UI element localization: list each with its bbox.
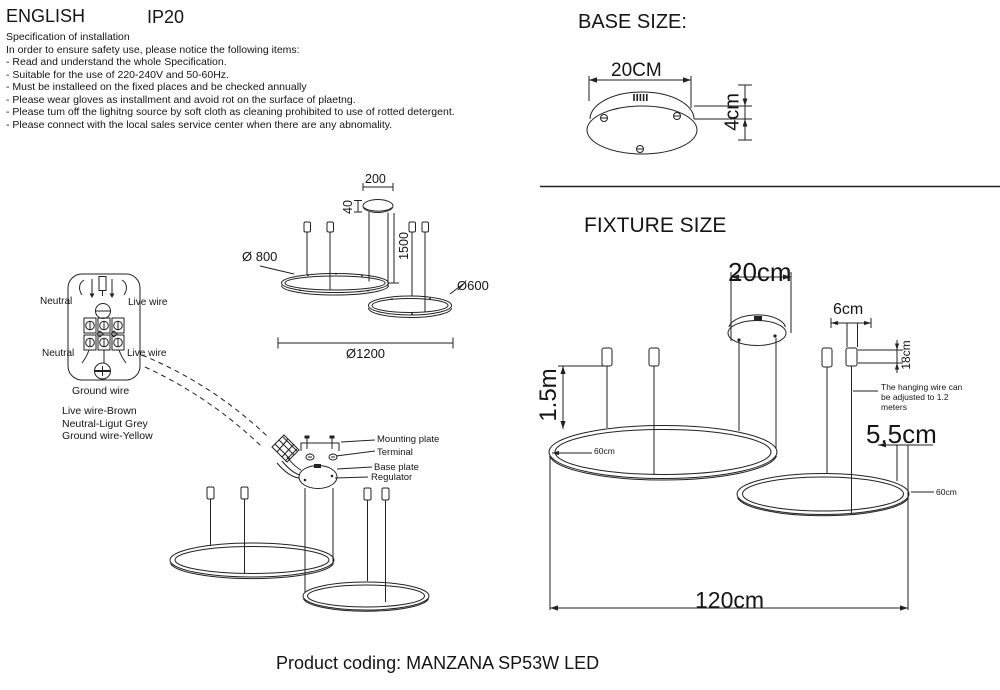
hanging-wire-note	[881, 382, 971, 412]
overview-canopy-width-dim: 200	[365, 172, 386, 186]
note-line: meters	[881, 402, 907, 412]
overview-small-ring-dim: Ø600	[457, 278, 489, 293]
wire-color-legend: Ground wire-Yellow	[62, 430, 153, 442]
base-plate-label: Base plate	[374, 462, 419, 473]
overview-wire-length-dim: 1500	[396, 232, 411, 260]
note-line: The hanging wire can	[881, 382, 963, 392]
fixture-edge-gap-dim: 5.5cm	[866, 419, 937, 449]
fixture-overview-drawing	[260, 183, 463, 349]
overview-canopy-height-dim: 40	[340, 200, 355, 214]
fixture-wire-length-dim: 1.5m	[535, 368, 563, 422]
neutral-wire-label: Neutral	[40, 296, 73, 307]
overview-overall-dim: Ø1200	[346, 346, 386, 361]
fixture-gripper-height-dim: 18cm	[899, 340, 914, 370]
mounting-plate-label: Mounting plate	[377, 434, 440, 445]
fixture-gripper-width-dim: 6cm	[833, 301, 864, 318]
spec-item: - Please wear gloves as installment and avoid rot on the surface of plaetng.	[6, 94, 356, 106]
wire-color-legend: Neutral-Ligut Grey	[62, 418, 148, 430]
product-coding: Product coding: MANZANA SP53W LED	[276, 653, 600, 673]
base-width-dim: 20CM	[611, 60, 662, 81]
spec-item: - Suitable for the use of 220-240V and 50-60Hz.	[6, 69, 229, 81]
ip-rating-label: IP20	[147, 7, 185, 27]
base-size-title: BASE SIZE:	[578, 11, 687, 33]
spec-item: - Read and understand the whole Specification.	[6, 56, 227, 68]
overview-large-ring-dim: Ø 800	[242, 249, 278, 264]
spec-title: Specification of installation	[6, 31, 130, 43]
spec-item: - Must be installeed on the fixed places and be checked annually	[6, 81, 307, 93]
spec-item: - Please tum off the lighitng source by soft cloth as cleaning prohibited to use of rotted detergent.	[6, 106, 455, 118]
regulator-label: Regulator	[371, 472, 413, 483]
ground-wire-label: Ground wire	[72, 385, 130, 397]
terminal-label: Terminal	[377, 447, 413, 458]
canopy-grille	[634, 94, 647, 101]
note-line: be adjusted to 1.2	[881, 392, 949, 402]
neutral-wire-label: Neutral	[42, 348, 75, 359]
fixture-left-ring-dim: 60cm	[594, 446, 615, 456]
base-height-dim: 4cm	[721, 93, 744, 131]
wire-color-legend: Live wire-Brown	[62, 405, 137, 417]
language-label: ENGLISH	[6, 6, 86, 26]
live-wire-label: Live wire	[128, 297, 168, 308]
fixture-canopy-width-dim: 20cm	[728, 257, 792, 287]
spec-item: - Please connect with the local sales service center when there are any abnomality.	[6, 119, 393, 131]
fixture-size-title: FIXTURE SIZE	[584, 214, 727, 237]
fixture-overall-width-dim: 120cm	[695, 587, 765, 613]
fixture-right-ring-dim: 60cm	[936, 487, 957, 497]
spec-intro: In order to ensure safety use, please notice the following items:	[6, 44, 300, 56]
live-wire-label: Live wire	[127, 348, 167, 359]
